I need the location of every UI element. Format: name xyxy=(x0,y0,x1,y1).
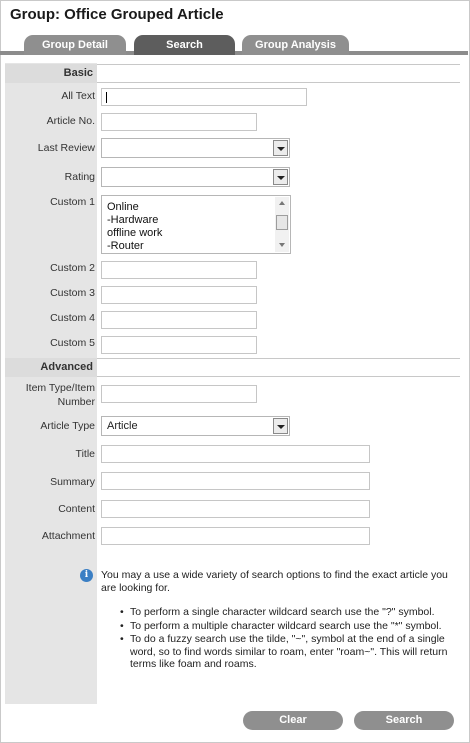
tab-search[interactable]: Search xyxy=(134,35,235,55)
list-item xyxy=(120,606,463,619)
bullet-icon: • xyxy=(120,606,124,618)
clear-button[interactable]: Clear xyxy=(243,711,343,730)
basic-section-heading: Basic xyxy=(5,64,97,83)
list-item xyxy=(120,633,463,671)
bullet-icon: • xyxy=(120,633,124,645)
tip-text: To do a fuzzy search use the tilde, "~", symbol at the end of a single word, so to find words similar to roam, enter "roam~". This will return terms like foam and roams. xyxy=(130,633,448,670)
custom4-input[interactable] xyxy=(101,311,257,329)
item-type-label-line2: Number xyxy=(57,396,95,408)
custom3-input[interactable] xyxy=(101,286,257,304)
title-label: Title xyxy=(75,448,95,460)
custom2-input[interactable] xyxy=(101,261,257,279)
last-review-select[interactable] xyxy=(101,138,290,158)
list-item[interactable]: -Hardware xyxy=(107,214,159,226)
tab-group-analysis[interactable]: Group Analysis xyxy=(242,35,349,55)
custom1-label: Custom 1 xyxy=(50,196,95,208)
search-tips-list xyxy=(120,606,463,672)
bullet-icon: • xyxy=(120,619,124,632)
search-button[interactable]: Search xyxy=(354,711,454,730)
scroll-up-icon[interactable] xyxy=(279,201,285,205)
summary-input[interactable] xyxy=(101,472,370,490)
item-type-input[interactable] xyxy=(101,385,257,403)
rating-label: Rating xyxy=(64,171,95,183)
list-item[interactable]: offline work xyxy=(107,227,163,239)
item-type-label-line1: Item Type/Item xyxy=(25,382,95,394)
chevron-down-icon[interactable] xyxy=(273,140,288,156)
custom1-scrollbar[interactable] xyxy=(275,197,289,252)
custom5-label: Custom 5 xyxy=(50,337,95,349)
page-title: Group: Office Grouped Article xyxy=(10,6,224,23)
article-no-label: Article No. xyxy=(46,115,95,127)
tab-bar xyxy=(0,33,468,55)
article-type-select[interactable] xyxy=(101,416,290,436)
article-type-value: Article xyxy=(107,420,138,432)
tip-text: To perform a single character wildcard search use the "?" symbol. xyxy=(130,606,435,618)
custom1-listbox[interactable] xyxy=(101,195,291,254)
list-item[interactable]: Online xyxy=(107,201,139,213)
all-text-input[interactable] xyxy=(101,88,307,106)
custom5-input[interactable] xyxy=(101,336,257,354)
scroll-down-icon[interactable] xyxy=(279,243,285,247)
chevron-down-icon[interactable] xyxy=(273,169,288,185)
list-item xyxy=(120,619,463,633)
last-review-label: Last Review xyxy=(37,142,95,154)
custom2-label: Custom 2 xyxy=(50,262,95,274)
custom4-label: Custom 4 xyxy=(50,312,95,324)
info-icon: i xyxy=(80,569,93,582)
scroll-thumb[interactable] xyxy=(276,215,288,230)
search-help-text: You may a use a wide variety of search options to find the exact article you are looking for. xyxy=(101,569,448,594)
title-input[interactable] xyxy=(101,445,370,463)
article-type-label: Article Type xyxy=(40,420,95,432)
custom3-label: Custom 3 xyxy=(50,287,95,299)
attachment-input[interactable] xyxy=(101,527,370,545)
summary-label: Summary xyxy=(50,476,95,488)
content-label: Content xyxy=(58,503,95,515)
advanced-section-heading: Advanced xyxy=(5,358,97,377)
rating-select[interactable] xyxy=(101,167,290,187)
tip-text: To perform a multiple character wildcard search use the "*" symbol. xyxy=(130,619,442,632)
all-text-label: All Text xyxy=(61,90,95,102)
attachment-label: Attachment xyxy=(41,530,95,542)
chevron-down-icon[interactable] xyxy=(273,418,288,434)
content-input[interactable] xyxy=(101,500,370,518)
tab-group-detail[interactable]: Group Detail xyxy=(24,35,126,55)
list-item[interactable]: -Router xyxy=(107,240,144,252)
article-no-input[interactable] xyxy=(101,113,257,131)
